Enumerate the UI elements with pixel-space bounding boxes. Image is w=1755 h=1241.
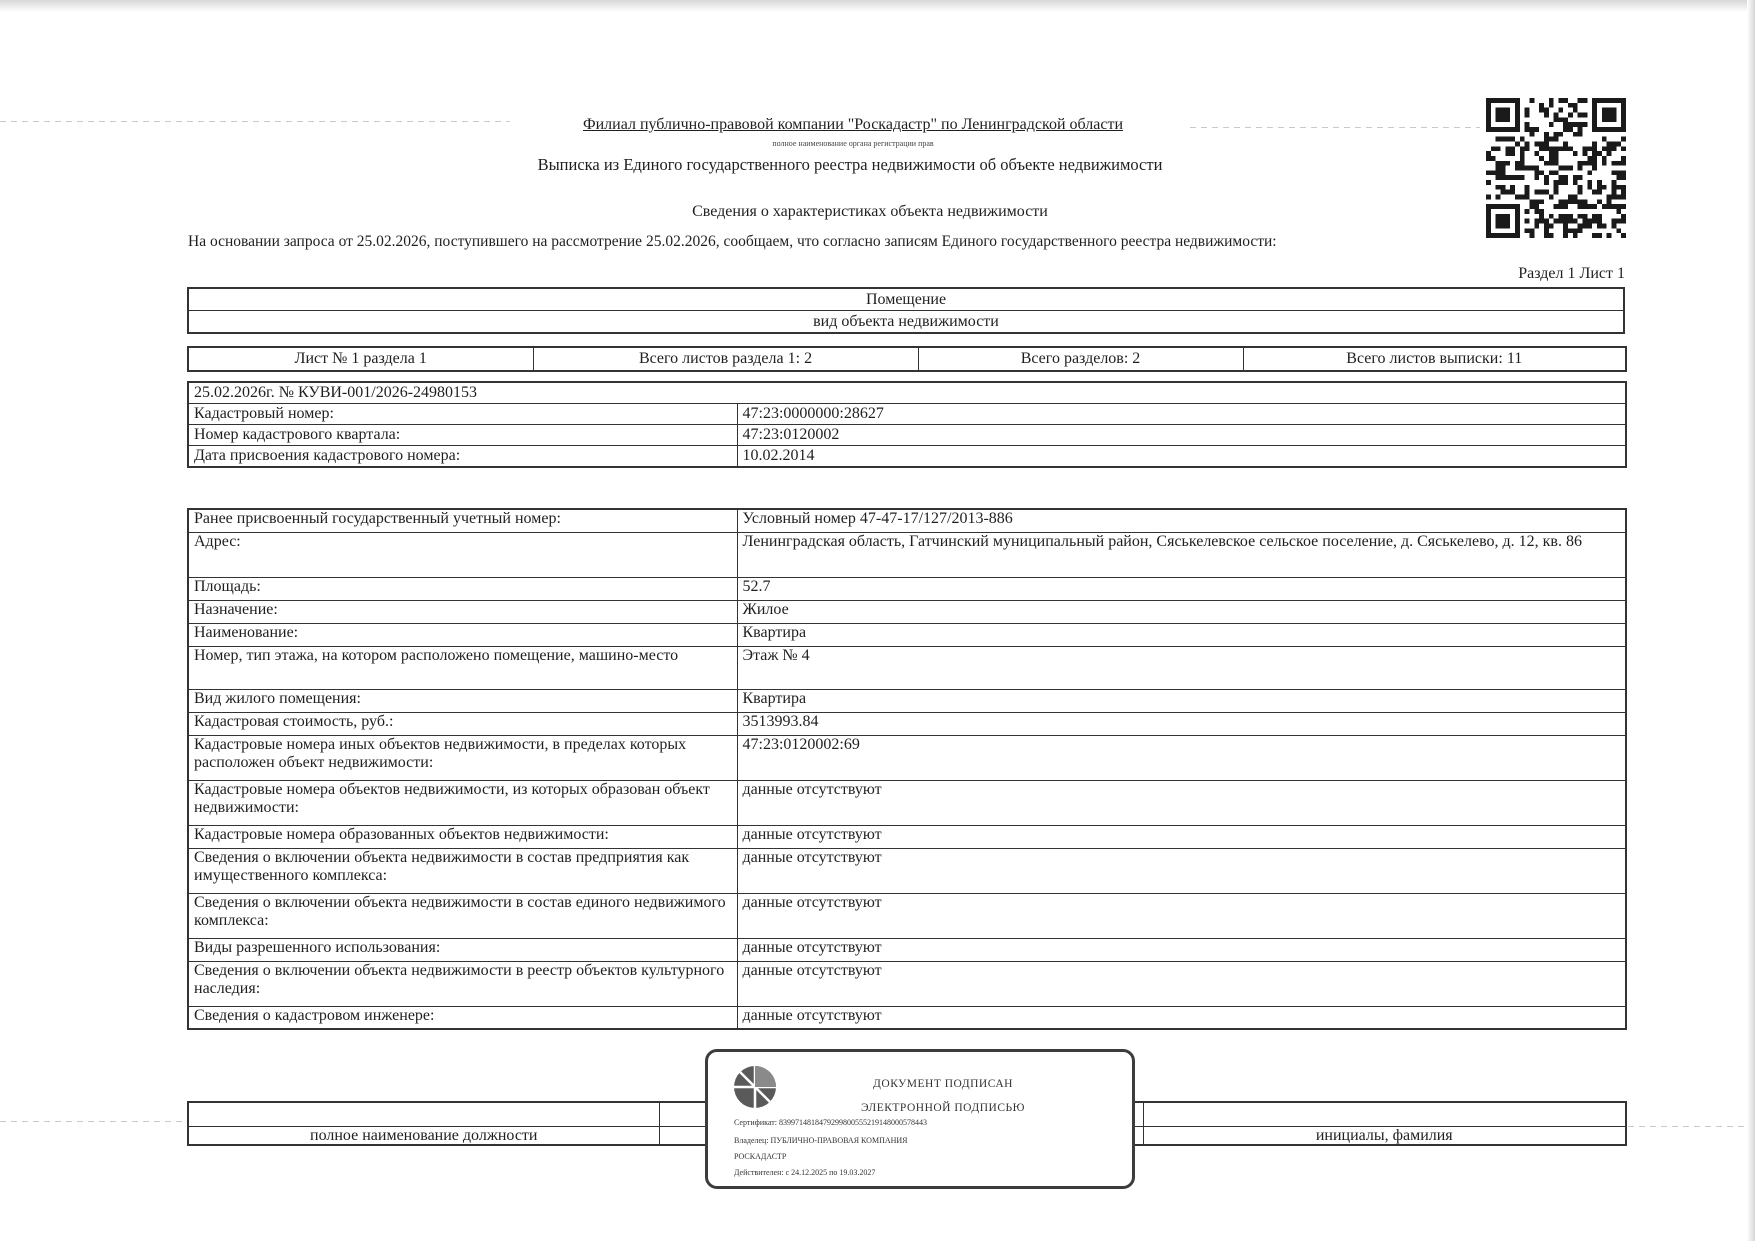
- stamp-heading: [803, 1072, 1083, 1120]
- stamp-heading-line: ДОКУМЕНТ ПОДПИСАН: [873, 1078, 1013, 1090]
- field-value: 47:23:0000000:28627: [737, 404, 1626, 425]
- field-value: данные отсутствуют: [737, 825, 1626, 848]
- stamp-owner: Владелец: ПУБЛИЧНО-ПРАВОВАЯ КОМПАНИЯ: [734, 1136, 908, 1145]
- field-value: данные отсутствуют: [737, 938, 1626, 961]
- section-page-indicator: Раздел 1 Лист 1: [1518, 265, 1625, 282]
- field-label: Наименование:: [188, 623, 737, 646]
- field-label: Адрес:: [188, 532, 737, 577]
- organization-caption: полное наименование органа регистрации прав: [772, 139, 934, 148]
- field-value: данные отсутствуют: [737, 961, 1626, 1006]
- field-value: данные отсутствуют: [737, 893, 1626, 938]
- field-value: Ленинградская область, Гатчинский муниципальный район, Сяськелевское сельское поселение, д. Сяськелево, д. 12, кв. 86: [737, 532, 1626, 577]
- extract-sheets-total: Всего листов выписки: 11: [1243, 347, 1626, 371]
- field-label: Номер, тип этажа, на котором расположено помещение, машино-место: [188, 646, 737, 689]
- object-type-value: Помещение: [188, 288, 1624, 311]
- field-label: Кадастровые номера иных объектов недвижимости, в пределах которых расположен объект недвижимости:: [188, 735, 737, 780]
- field-value: Квартира: [737, 623, 1626, 646]
- section-sheets-total: Всего листов раздела 1: 2: [533, 347, 918, 371]
- roskadastr-logo-icon: [732, 1064, 778, 1110]
- scan-artifact-line: [1628, 1126, 1748, 1127]
- document-title: Выписка из Единого государственного реестра недвижимости об объекте недвижимости: [537, 155, 1163, 174]
- field-label: Номер кадастрового квартала:: [188, 425, 737, 446]
- position-caption: полное наименование должности: [188, 1126, 659, 1145]
- field-label: Сведения о кадастровом инженере:: [188, 1006, 737, 1029]
- field-value: данные отсутствуют: [737, 780, 1626, 825]
- field-label: Сведения о включении объекта недвижимости в состав единого недвижимого комплекса:: [188, 893, 737, 938]
- field-label: Сведения о включении объекта недвижимости в реестр объектов культурного наследия:: [188, 961, 737, 1006]
- object-type-table: [187, 287, 1625, 334]
- scan-top-edge: [0, 0, 1755, 12]
- field-value: 10.02.2014: [737, 446, 1626, 468]
- qr-code-icon: [1486, 98, 1626, 238]
- field-label: Кадастровый номер:: [188, 404, 737, 425]
- field-label: Дата присвоения кадастрового номера:: [188, 446, 737, 468]
- field-label: Площадь:: [188, 577, 737, 600]
- document-subtitle: Сведения о характеристиках объекта недвижимости: [692, 203, 1048, 220]
- registration-table: [187, 381, 1627, 468]
- field-label: Назначение:: [188, 600, 737, 623]
- scan-artifact-line: [0, 1121, 187, 1122]
- field-label: Вид жилого помещения:: [188, 689, 737, 712]
- scan-artifact-line: [0, 121, 510, 122]
- field-value: 47:23:0120002: [737, 425, 1626, 446]
- name-caption: инициалы, фамилия: [1143, 1126, 1626, 1145]
- field-value: Условный номер 47-47-17/127/2013-886: [737, 509, 1626, 532]
- organization-name: Филиал публично-правовой компании "Роскадастр" по Ленинградской области: [582, 116, 1124, 133]
- electronic-signature-stamp: [705, 1049, 1135, 1189]
- intro-text: На основании запроса от 25.02.2026, поступившего на рассмотрение 25.02.2026, сообщаем, что согласно записям Единого государственного реестра недвижимости:: [188, 233, 1277, 250]
- field-value: Этаж № 4: [737, 646, 1626, 689]
- field-value: 52.7: [737, 577, 1626, 600]
- field-value: 3513993.84: [737, 712, 1626, 735]
- details-table: [187, 508, 1627, 1030]
- scan-right-edge: [1747, 0, 1755, 1241]
- field-label: Кадастровые номера образованных объектов недвижимости:: [188, 825, 737, 848]
- field-value: данные отсутствуют: [737, 1006, 1626, 1029]
- scan-artifact-line: [1190, 127, 1480, 128]
- stamp-owner-name: РОСКАДАСТР: [734, 1152, 787, 1161]
- object-type-caption: вид объекта недвижимости: [188, 311, 1624, 334]
- sheet-info-table: [187, 346, 1627, 372]
- field-value: Жилое: [737, 600, 1626, 623]
- stamp-certificate: Сертификат: 8399714818479299800555219148000578443: [734, 1118, 927, 1127]
- field-label: Сведения о включении объекта недвижимости в состав предприятия как имущественного комплекса:: [188, 848, 737, 893]
- stamp-validity: Действителен: с 24.12.2025 по 19.03.2027: [734, 1168, 876, 1177]
- stamp-heading-line: ЭЛЕКТРОННОЙ ПОДПИСЬЮ: [861, 1102, 1025, 1114]
- field-label: Виды разрешенного использования:: [188, 938, 737, 961]
- request-reference: 25.02.2026г. № КУВИ-001/2026-24980153: [188, 382, 1626, 404]
- sheet-number: Лист № 1 раздела 1: [188, 347, 533, 371]
- field-value: данные отсутствуют: [737, 848, 1626, 893]
- field-label: Кадастровая стоимость, руб.:: [188, 712, 737, 735]
- field-label: Кадастровые номера объектов недвижимости, из которых образован объект недвижимости:: [188, 780, 737, 825]
- field-value: 47:23:0120002:69: [737, 735, 1626, 780]
- sections-total: Всего разделов: 2: [918, 347, 1243, 371]
- field-value: Квартира: [737, 689, 1626, 712]
- field-label: Ранее присвоенный государственный учетный номер:: [188, 509, 737, 532]
